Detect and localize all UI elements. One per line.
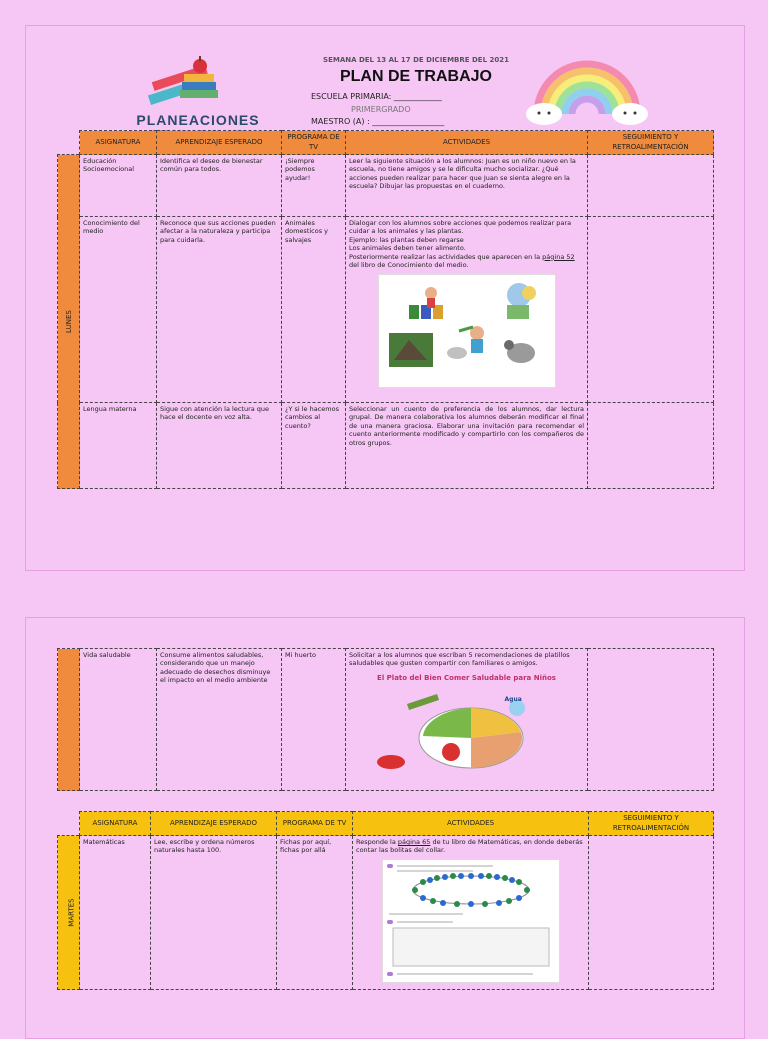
col-learning: APRENDIZAJE ESPERADO	[157, 131, 282, 155]
day-cell-lunes	[58, 155, 80, 489]
healthy-plate-image	[367, 674, 567, 774]
tv-cell: Mi huerto	[282, 649, 346, 791]
col-subject: ASIGNATURA	[80, 812, 151, 836]
necklace-worksheet-icon	[383, 860, 559, 982]
necklace-worksheet-image	[382, 859, 560, 983]
tv-cell: Fichas por aquí, fichas por allá	[277, 836, 353, 990]
activity-text: Posteriormente realizar las actividades que aparecen en la	[349, 252, 541, 261]
table-row	[58, 155, 714, 217]
followup-cell	[588, 155, 714, 217]
activity-line: Los animales deben tener alimento.	[349, 244, 466, 253]
tv-cell: ¡Siempre podemos ayudar!	[282, 155, 346, 217]
page-link[interactable]: página 52	[542, 252, 575, 261]
activity-text: Responde la	[356, 838, 396, 846]
activities-cell	[346, 649, 588, 791]
rainbow-icon	[522, 44, 652, 132]
page-title: PLAN DE TRABAJO	[339, 68, 492, 85]
healthy-plate-icon	[367, 674, 567, 774]
col-followup: SEGUIMIENTO Y RETROALIMENTACIÓN	[588, 131, 714, 155]
nature-illustration-icon	[379, 275, 555, 387]
plate-title: El Plato del Bien Comer Saludable para Niños	[377, 673, 556, 682]
books-icon	[118, 44, 278, 114]
activities-cell: Leer la siguiente situación a los alumnos: Juan es un niño nuevo en la escuela, no tiene amigos y se le dificulta mucho socializar. ¿Qué acciones pueden realizar para hacer que Juan se sienta alegre en la escuela? Dibujar las propuestas en el cuaderno.	[346, 155, 588, 217]
subject-cell: Lengua materna	[80, 403, 157, 489]
col-activities: ACTIVIDADES	[353, 812, 589, 836]
learning-cell: Lee, escribe y ordena números naturales hasta 100.	[151, 836, 277, 990]
logo-title: PLANEACIONES	[136, 112, 260, 128]
learning-cell: Reconoce que sus acciones pueden afectar a la naturaleza y participa para cuidarla.	[157, 217, 282, 403]
activity-line	[356, 838, 585, 855]
nature-care-image	[378, 274, 556, 388]
table-row	[58, 649, 714, 791]
tv-cell: ¿Y si le hacemos cambios al cuento?	[282, 403, 346, 489]
followup-cell	[589, 836, 714, 990]
col-learning: APRENDIZAJE ESPERADO	[151, 812, 277, 836]
lunes-continued-table	[57, 648, 714, 791]
martes-table	[57, 811, 714, 990]
col-activities: ACTIVIDADES	[346, 131, 588, 155]
subject-cell: Matemáticas	[80, 836, 151, 990]
col-tv: PROGRAMA DE TV	[277, 812, 353, 836]
followup-cell	[588, 217, 714, 403]
page-2	[25, 617, 745, 1039]
page-link[interactable]: página 65	[397, 838, 431, 846]
activities-cell	[346, 217, 588, 403]
subject-cell: Vida saludable	[80, 649, 157, 791]
col-followup: SEGUIMIENTO Y RETROALIMENTACIÓN	[589, 812, 714, 836]
learning-cell: Sigue con atención la lectura que hace el docente en voz alta.	[157, 403, 282, 489]
col-subject: ASIGNATURA	[80, 131, 157, 155]
activity-line: Dialogar con los alumnos sobre acciones que podemos realizar para cuidar a los animales y las plantas.	[349, 219, 572, 236]
learning-cell: Consume alimentos saludables, considerando que un manejo adecuado de desechos disminuye el impacto en el medio ambiente	[157, 649, 282, 791]
learning-cell: Identifica el deseo de bienestar común para todos.	[157, 155, 282, 217]
day-cell-martes	[58, 836, 80, 990]
activity-line: Ejemplo: las plantas deben regarse	[349, 235, 464, 244]
followup-cell	[588, 649, 714, 791]
teacher-field: MAESTRO (A) : __________________	[311, 117, 445, 126]
table-row	[58, 403, 714, 489]
subject-cell: Educación Socioemocional	[80, 155, 157, 217]
subject-cell: Conocimiento del medio	[80, 217, 157, 403]
week-range: SEMANA DEL 13 AL 17 DE DICIEMBRE DEL 2021	[323, 56, 509, 64]
day-label: LUNES	[64, 310, 73, 333]
activities-cell	[353, 836, 589, 990]
activity-text: del libro de Conocimiento del medio.	[349, 261, 469, 270]
day-label: MARTES	[67, 898, 76, 927]
plate-water-label: Agua	[504, 695, 522, 703]
col-tv: PROGRAMA DE TV	[282, 131, 346, 155]
school-field: ESCUELA PRIMARIA: ____________	[311, 92, 442, 101]
table-row	[58, 217, 714, 403]
table-header-row	[58, 812, 714, 836]
table-header-row	[58, 131, 714, 155]
tv-cell: Animales domesticos y salvajes	[282, 217, 346, 403]
activities-cell: Seleccionar un cuento de preferencia de los alumnos, dar lectura grupal. De manera colaborativa los alumnos deberán modificar el final de una manera graciosa. Elaborar una invitación para recomendar el cuento anteriormente modificado y compartirlo con los compañeros de otros grupos.	[346, 403, 588, 489]
activity-text: de tu libro de Matemáticas, en donde deberás contar las bolitas del collar.	[356, 838, 583, 855]
followup-cell	[588, 403, 714, 489]
day-cell-lunes	[58, 649, 80, 791]
page-1	[25, 25, 745, 571]
activity-line	[349, 253, 584, 270]
lunes-table	[57, 130, 714, 489]
grade-field: PRIMERGRADO	[351, 105, 411, 114]
table-row	[58, 836, 714, 990]
activity-text: Solicitar a los alumnos que escriban 5 recomendaciones de platillos saludables que gusten compartir con familiares o amigos.	[349, 651, 570, 668]
